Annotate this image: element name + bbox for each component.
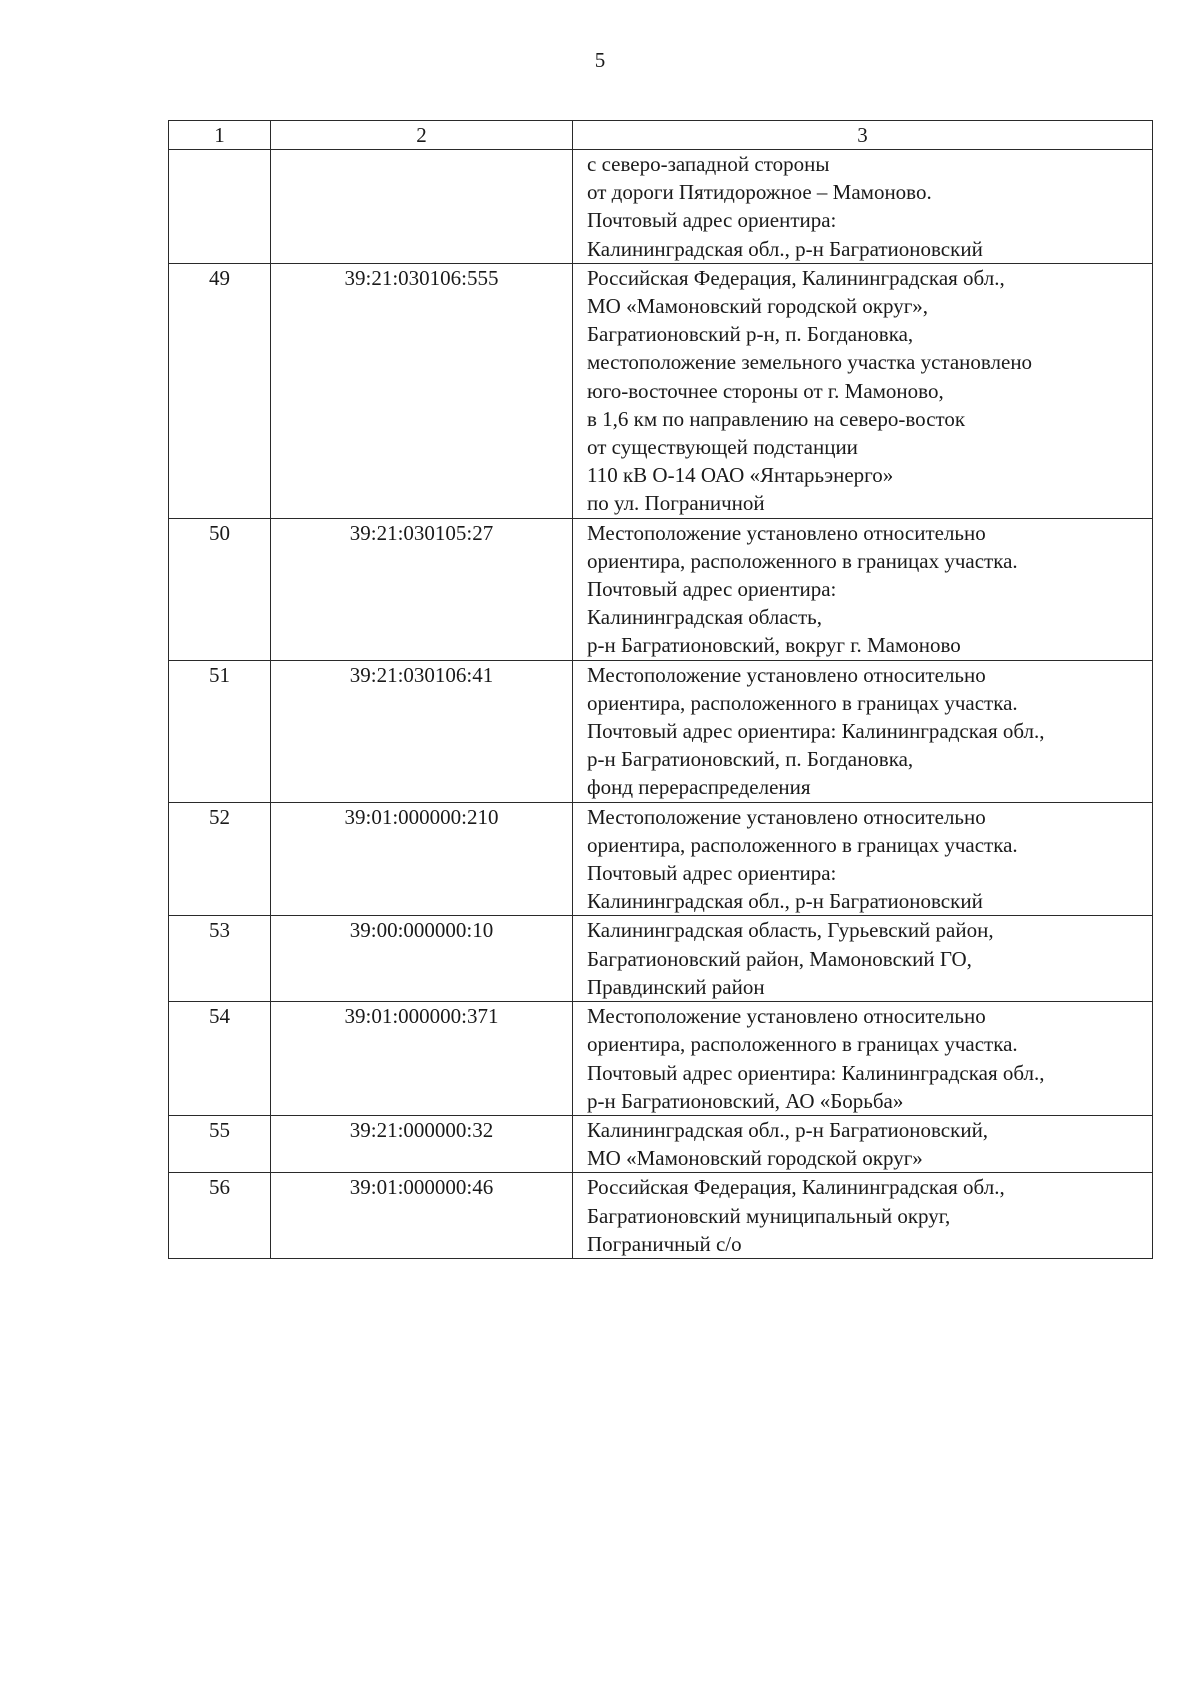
- location-text-line: от дороги Пятидорожное – Мамоново.: [587, 180, 932, 205]
- location-text-line: р-н Багратионовский, АО «Борьба»: [587, 1088, 904, 1113]
- table-row: [169, 518, 1153, 660]
- location-text-line: Местоположение установлено относительно: [587, 1004, 986, 1029]
- row-number-cell: [169, 150, 271, 264]
- location-text-line: Багратионовский муниципальный округ,: [587, 1203, 951, 1228]
- row-number-cell: 54: [169, 1002, 271, 1116]
- location-text-line: Багратионовский р-н, п. Богдановка,: [587, 322, 914, 347]
- location-text-line: с северо-западной стороны: [587, 152, 830, 176]
- location-text-line: МО «Мамоновский городской округ»,: [587, 294, 929, 319]
- location-text-line: Российская Федерация, Калининградская обл.,: [587, 265, 1005, 290]
- table-row: [169, 263, 1153, 518]
- row-number-cell: 50: [169, 518, 271, 660]
- location-text-line: юго-восточнее стороны от г. Мамоново,: [587, 378, 944, 403]
- location-text-line: Российская Федерация, Калининградская обл.,: [587, 1175, 1005, 1200]
- location-description-cell: [573, 660, 1153, 802]
- column-header-number: 1: [169, 121, 271, 150]
- location-text-line: по ул. Пограничной: [587, 491, 765, 516]
- table-row: [169, 1002, 1153, 1116]
- location-description-cell: [573, 1115, 1153, 1172]
- location-text-line: Калининградская область,: [587, 605, 823, 630]
- location-text-line: фонд перераспределения: [587, 775, 811, 800]
- location-text-line: ориентира, расположенного в границах участка.: [587, 1032, 1018, 1057]
- table-row: [169, 660, 1153, 802]
- table-body: [169, 150, 1153, 1259]
- column-header-location: 3: [573, 121, 1153, 150]
- location-text-line: 110 кВ О-14 ОАО «Янтарьэнерго»: [587, 463, 894, 488]
- location-text-line: Местоположение установлено относительно: [587, 520, 986, 545]
- row-number-cell: 52: [169, 802, 271, 916]
- location-description-cell: [573, 263, 1153, 518]
- cadastral-number-cell: 39:01:000000:46: [271, 1173, 573, 1259]
- location-text-line: Калининградская область, Гурьевский район,: [587, 918, 994, 943]
- cadastral-number-cell: 39:21:030106:41: [271, 660, 573, 802]
- cadastral-number-cell: 39:01:000000:210: [271, 802, 573, 916]
- location-text-line: Пограничный с/о: [587, 1231, 742, 1256]
- location-text-line: ориентира, расположенного в границах участка.: [587, 832, 1018, 857]
- location-description-cell: [573, 802, 1153, 916]
- location-text-line: Почтовый адрес ориентира: Калининградская обл.,: [587, 1060, 1045, 1085]
- location-text-line: Местоположение установлено относительно: [587, 804, 986, 829]
- location-text-line: местоположение земельного участка установлено: [587, 350, 1033, 375]
- cadastral-number-cell: 39:21:030106:555: [271, 263, 573, 518]
- location-text-line: от существующей подстанции: [587, 435, 858, 460]
- location-text-line: Багратионовский район, Мамоновский ГО,: [587, 946, 972, 971]
- location-description-cell: [573, 518, 1153, 660]
- table-header-row: [169, 121, 1153, 150]
- location-description-cell: [573, 150, 1153, 264]
- location-text-line: в 1,6 км по направлению на северо-восток: [587, 406, 966, 431]
- location-text-line: Почтовый адрес ориентира: Калининградская обл.,: [587, 719, 1045, 744]
- location-description-cell: [573, 1173, 1153, 1259]
- cadastral-number-cell: [271, 150, 573, 264]
- location-text-line: Почтовый адрес ориентира:: [587, 861, 837, 886]
- row-number-cell: 55: [169, 1115, 271, 1172]
- row-number-cell: 51: [169, 660, 271, 802]
- column-header-cadastral-number: 2: [271, 121, 573, 150]
- table-row: [169, 1115, 1153, 1172]
- table-row: [169, 150, 1153, 264]
- cadastral-number-cell: 39:21:000000:32: [271, 1115, 573, 1172]
- location-text-line: Почтовый адрес ориентира:: [587, 208, 837, 233]
- location-text-line: Калининградская обл., р-н Багратионовский: [587, 889, 983, 914]
- row-number-cell: 53: [169, 916, 271, 1002]
- location-description-cell: [573, 1002, 1153, 1116]
- cadastral-number-cell: 39:01:000000:371: [271, 1002, 573, 1116]
- location-text-line: Почтовый адрес ориентира:: [587, 577, 837, 602]
- table-row: [169, 1173, 1153, 1259]
- location-text-line: Калининградская обл., р-н Багратионовский: [587, 236, 983, 261]
- location-text-line: Правдинский район: [587, 974, 765, 999]
- land-plots-table: [168, 120, 1153, 1259]
- location-description-cell: [573, 916, 1153, 1002]
- location-text-line: р-н Багратионовский, п. Богдановка,: [587, 747, 914, 772]
- location-text-line: МО «Мамоновский городской округ»: [587, 1146, 923, 1171]
- row-number-cell: 49: [169, 263, 271, 518]
- location-text-line: р-н Багратионовский, вокруг г. Мамоново: [587, 633, 961, 658]
- table-row: [169, 916, 1153, 1002]
- cadastral-number-cell: 39:00:000000:10: [271, 916, 573, 1002]
- location-text-line: Местоположение установлено относительно: [587, 662, 986, 687]
- page-number: 5: [594, 48, 606, 72]
- cadastral-number-cell: 39:21:030105:27: [271, 518, 573, 660]
- row-number-cell: 56: [169, 1173, 271, 1259]
- location-text-line: Калининградская обл., р-н Багратионовский,: [587, 1117, 989, 1142]
- table-row: [169, 802, 1153, 916]
- location-text-line: ориентира, расположенного в границах участка.: [587, 548, 1018, 573]
- location-text-line: ориентира, расположенного в границах участка.: [587, 690, 1018, 715]
